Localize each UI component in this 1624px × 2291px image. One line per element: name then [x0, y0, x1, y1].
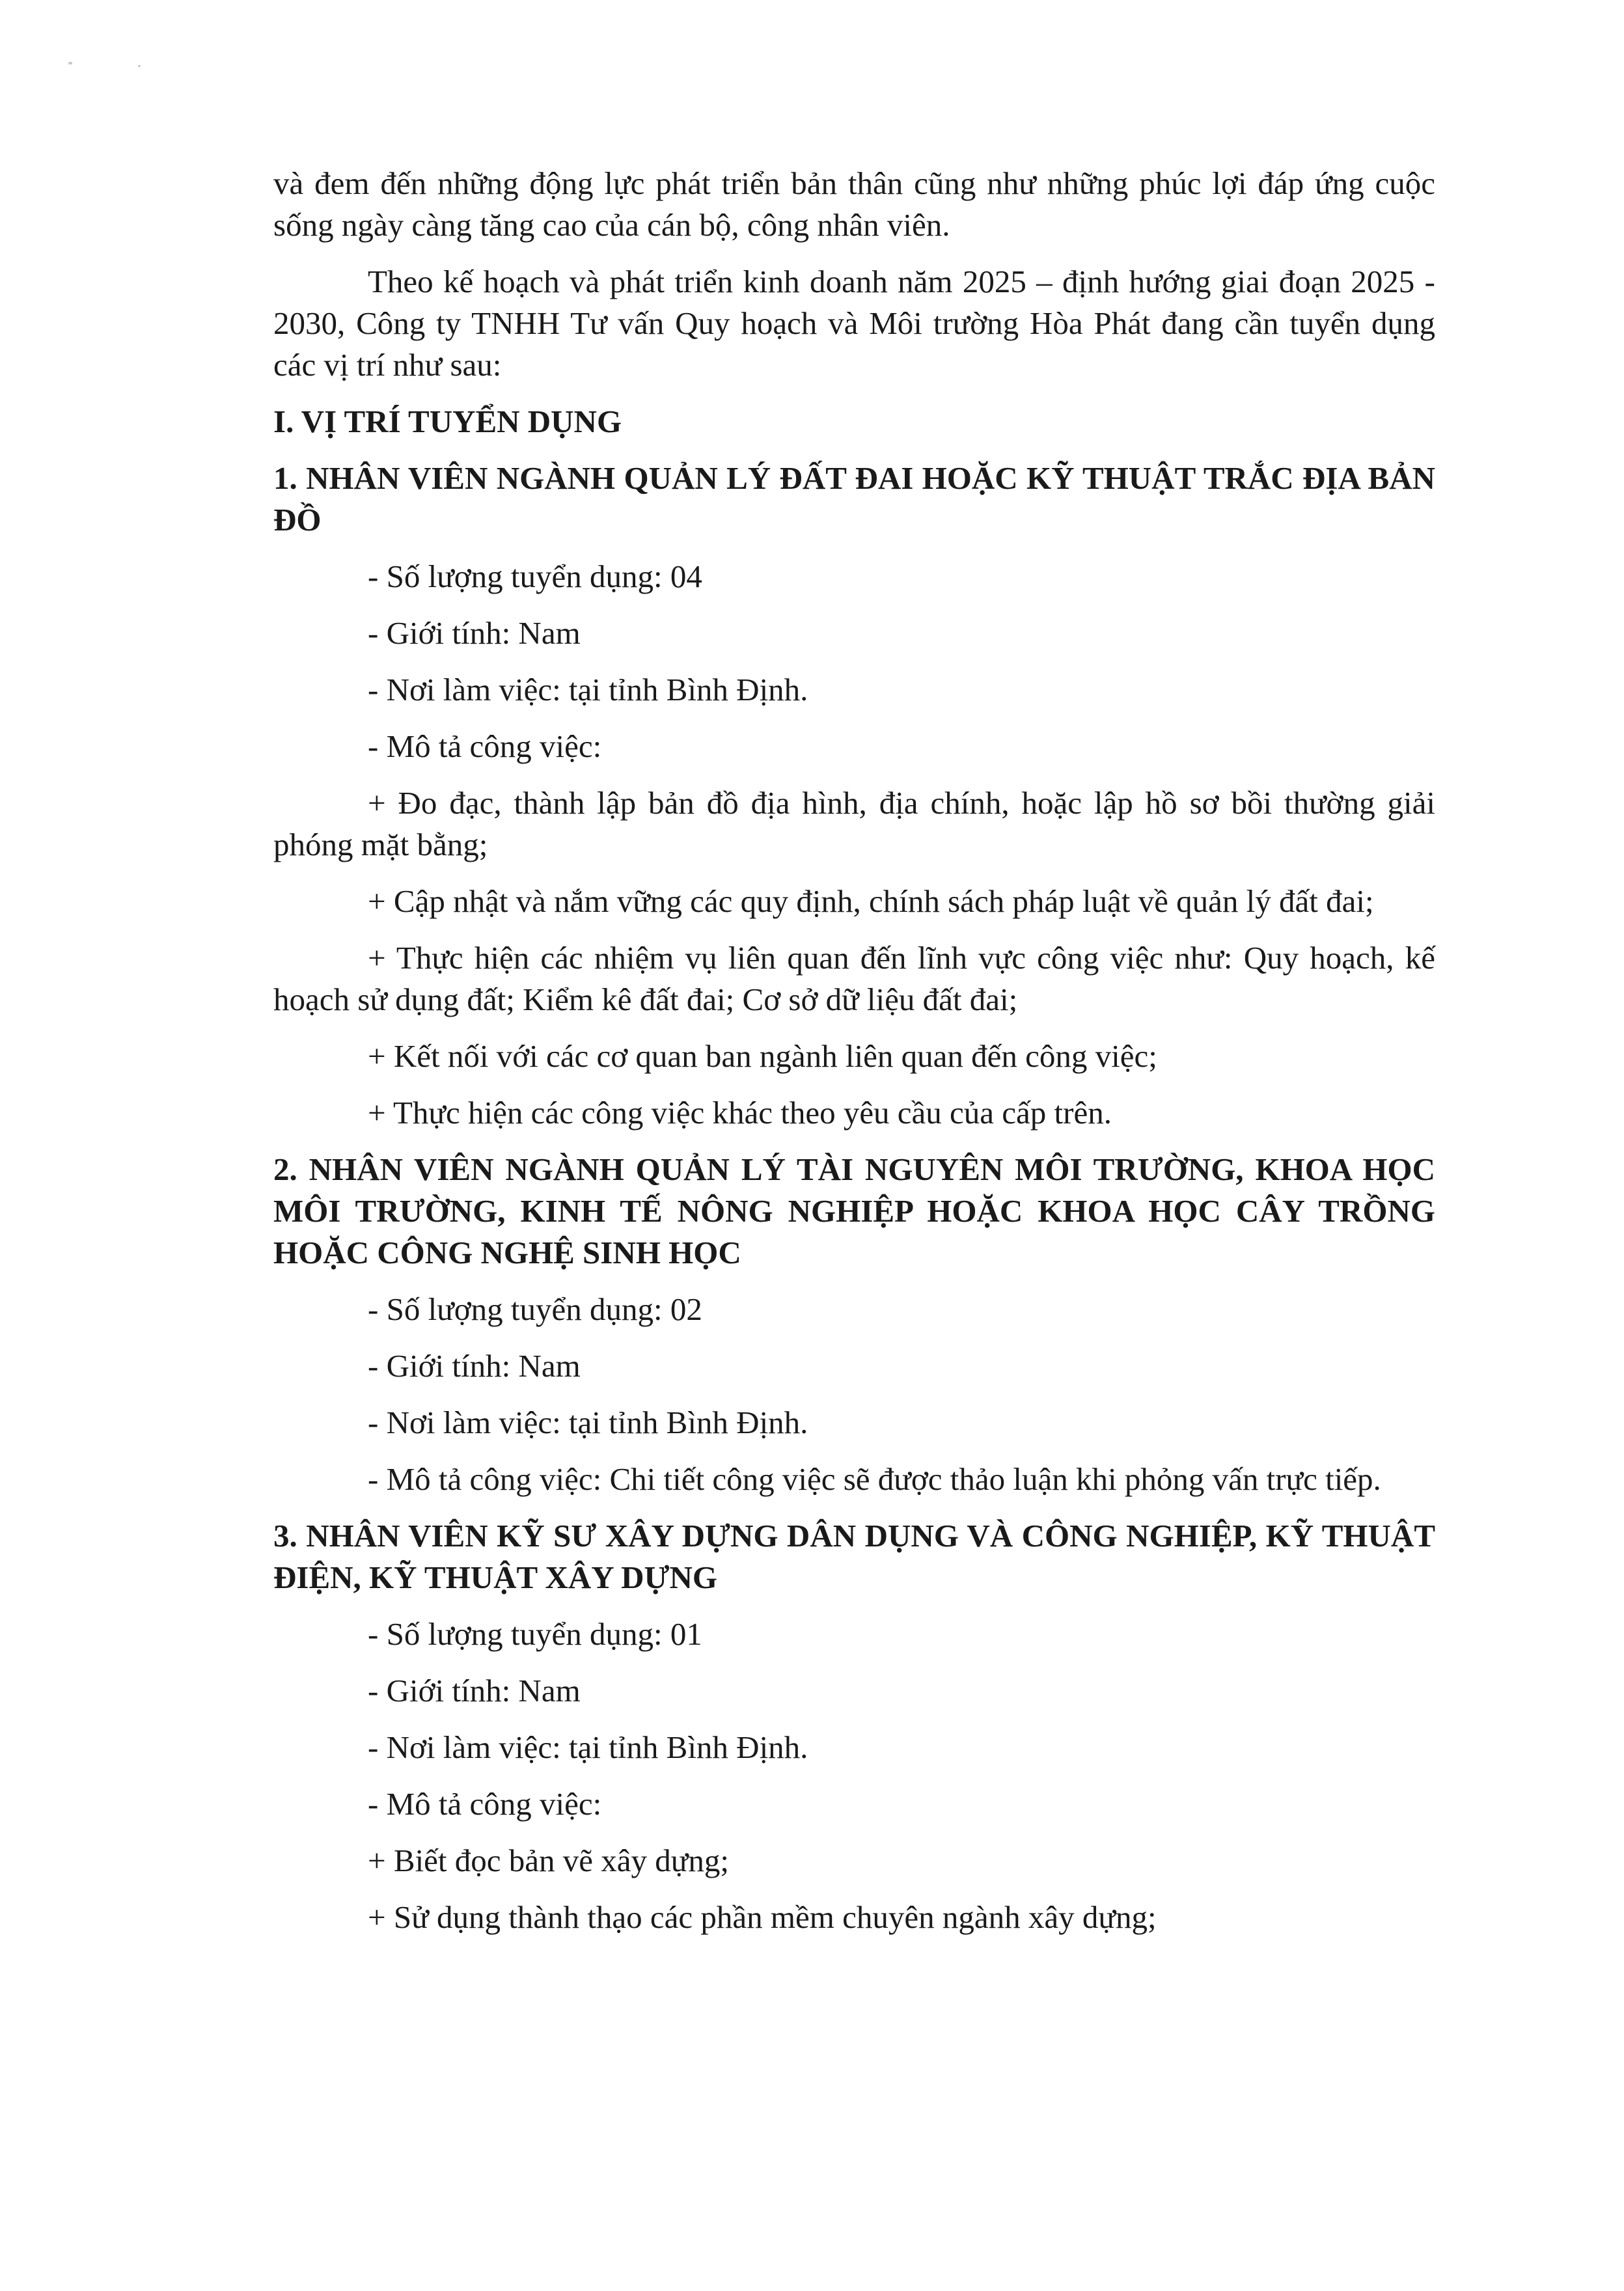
position-1-task: + Thực hiện các nhiệm vụ liên quan đến lĩnh vực công việc như: Quy hoạch, kế hoạch sử dụng đất; Kiểm kê đất đai; Cơ sở dữ liệu đất đai; [273, 940, 1435, 1017]
position-2-title: 2. NHÂN VIÊN NGÀNH QUẢN LÝ TÀI NGUYÊN MÔI TRƯỜNG, KHOA HỌC MÔI TRƯỜNG, KINH TẾ NÔNG NGHIỆP HOẶC KHOA HỌC CÂY TRỒNG HOẶC CÔNG NGHỆ SINH HỌC [273, 1151, 1435, 1270]
position-3-location: - Nơi làm việc: tại tỉnh Bình Định. [368, 1729, 808, 1765]
position-2-description: - Mô tả công việc: Chi tiết công việc sẽ được thảo luận khi phỏng vấn trực tiếp. [368, 1461, 1381, 1497]
position-1-task: + Thực hiện các công việc khác theo yêu cầu của cấp trên. [368, 1095, 1112, 1131]
position-1-title: 1. NHÂN VIÊN NGÀNH QUẢN LÝ ĐẤT ĐAI HOẶC KỸ THUẬT TRẮC ĐỊA BẢN ĐỒ [273, 460, 1435, 538]
position-2-location: - Nơi làm việc: tại tỉnh Bình Định. [368, 1405, 808, 1440]
position-3-task: + Biết đọc bản vẽ xây dựng; [368, 1843, 729, 1878]
position-1-quantity: - Số lượng tuyển dụng: 04 [368, 558, 702, 594]
section-title: I. VỊ TRÍ TUYỂN DỤNG [273, 404, 622, 439]
position-3-task: + Sử dụng thành thạo các phần mềm chuyên ngành xây dựng; [368, 1899, 1157, 1935]
intro-plan: Theo kế hoạch và phát triển kinh doanh năm 2025 – định hướng giai đoạn 2025 - 2030, Công ty TNHH Tư vấn Quy hoạch và Môi trường Hòa Phát đang cần tuyển dụng các vị trí như sau: [273, 264, 1435, 383]
position-3-title: 3. NHÂN VIÊN KỸ SƯ XÂY DỰNG DÂN DỤNG VÀ CÔNG NGHIỆP, KỸ THUẬT ĐIỆN, KỸ THUẬT XÂY DỰNG [273, 1518, 1435, 1595]
position-1-task: + Cập nhật và nắm vững các quy định, chính sách pháp luật về quản lý đất đai; [368, 883, 1374, 919]
position-3-gender: - Giới tính: Nam [368, 1673, 581, 1708]
position-2-quantity: - Số lượng tuyển dụng: 02 [368, 1291, 702, 1327]
position-1-task: + Đo đạc, thành lập bản đồ địa hình, địa chính, hoặc lập hồ sơ bồi thường giải phóng mặt bằng; [273, 785, 1435, 862]
position-2-gender: - Giới tính: Nam [368, 1348, 581, 1384]
position-1-location: - Nơi làm việc: tại tỉnh Bình Định. [368, 672, 808, 707]
position-1-description-label: - Mô tả công việc: [368, 728, 602, 764]
position-3-description-label: - Mô tả công việc: [368, 1786, 602, 1822]
position-3-quantity: - Số lượng tuyển dụng: 01 [368, 1616, 702, 1652]
position-1-task: + Kết nối với các cơ quan ban ngành liên quan đến công việc; [368, 1038, 1157, 1074]
position-1-gender: - Giới tính: Nam [368, 615, 581, 651]
intro-continuation: và đem đến những động lực phát triển bản thân cũng như những phúc lợi đáp ứng cuộc sống ngày càng tăng cao của cán bộ, công nhân viên. [273, 165, 1435, 243]
